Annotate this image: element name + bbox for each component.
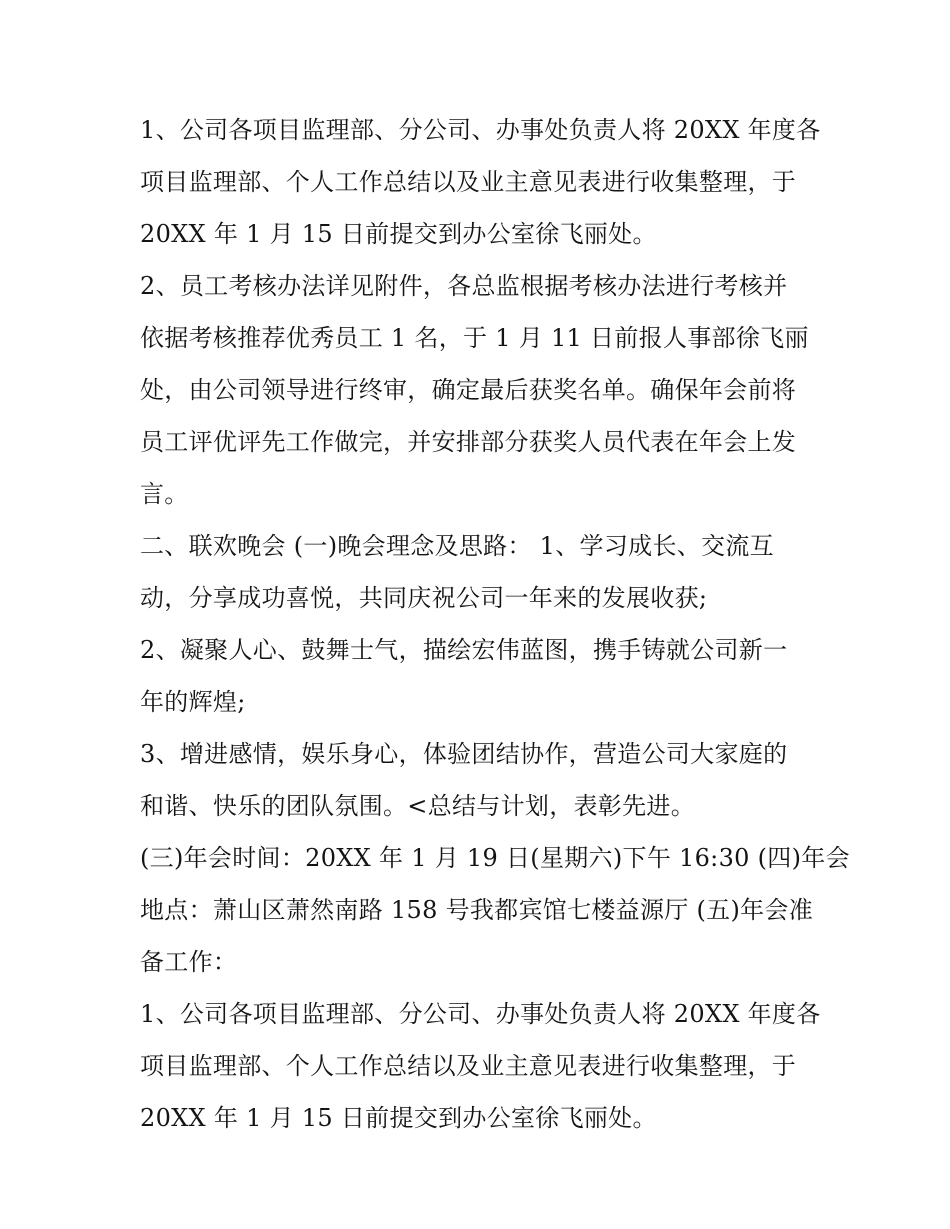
text-line: 处，由公司领导进行终审，确定最后获奖名单。确保年会前将 (140, 376, 797, 404)
text-line: 动，分享成功喜悦，共同庆祝公司一年来的发展收获; (140, 584, 708, 612)
text-line: 项目监理部、个人工作总结以及业主意见表进行收集整理，于 (140, 1052, 797, 1080)
text-line: 和谐、快乐的团队氛围。<总结与计划，表彰先进。 (140, 792, 696, 820)
text-line: 20XX 年 1 月 15 日前提交到办公室徐飞丽处。 (140, 220, 657, 248)
text-line: 依据考核推荐优秀员工 1 名，于 1 月 11 日前报人事部徐飞丽 (140, 324, 809, 352)
text-line: 二、联欢晚会 (一)晚会理念及思路： 1、学习成长、交流互 (140, 532, 774, 560)
text-line: 项目监理部、个人工作总结以及业主意见表进行收集整理，于 (140, 168, 797, 196)
text-line: 2、凝聚人心、鼓舞士气，描绘宏伟蓝图，携手铸就公司新一 (140, 636, 788, 664)
text-line: (三)年会时间：20XX 年 1 月 19 日(星期六)下午 16:30 (四)年会 (140, 844, 850, 872)
text-line: 言。 (140, 480, 189, 508)
text-line: 20XX 年 1 月 15 日前提交到办公室徐飞丽处。 (140, 1104, 657, 1132)
text-line: 2、员工考核办法详见附件，各总监根据考核办法进行考核并 (140, 272, 788, 300)
text-line: 备工作： (140, 948, 238, 976)
document-body (140, 104, 850, 1144)
text-line: 年的辉煌; (140, 688, 246, 716)
text-line: 地点：萧山区萧然南路 158 号我都宾馆七楼益源厅 (五)年会准 (140, 896, 814, 924)
text-line: 3、增进感情，娱乐身心，体验团结协作，营造公司大家庭的 (140, 740, 788, 768)
text-line: 1、公司各项目监理部、分公司、办事处负责人将 20XX 年度各 (140, 116, 821, 144)
text-line: 员工评优评先工作做完，并安排部分获奖人员代表在年会上发 (140, 428, 797, 456)
text-line: 1、公司各项目监理部、分公司、办事处负责人将 20XX 年度各 (140, 1000, 821, 1028)
